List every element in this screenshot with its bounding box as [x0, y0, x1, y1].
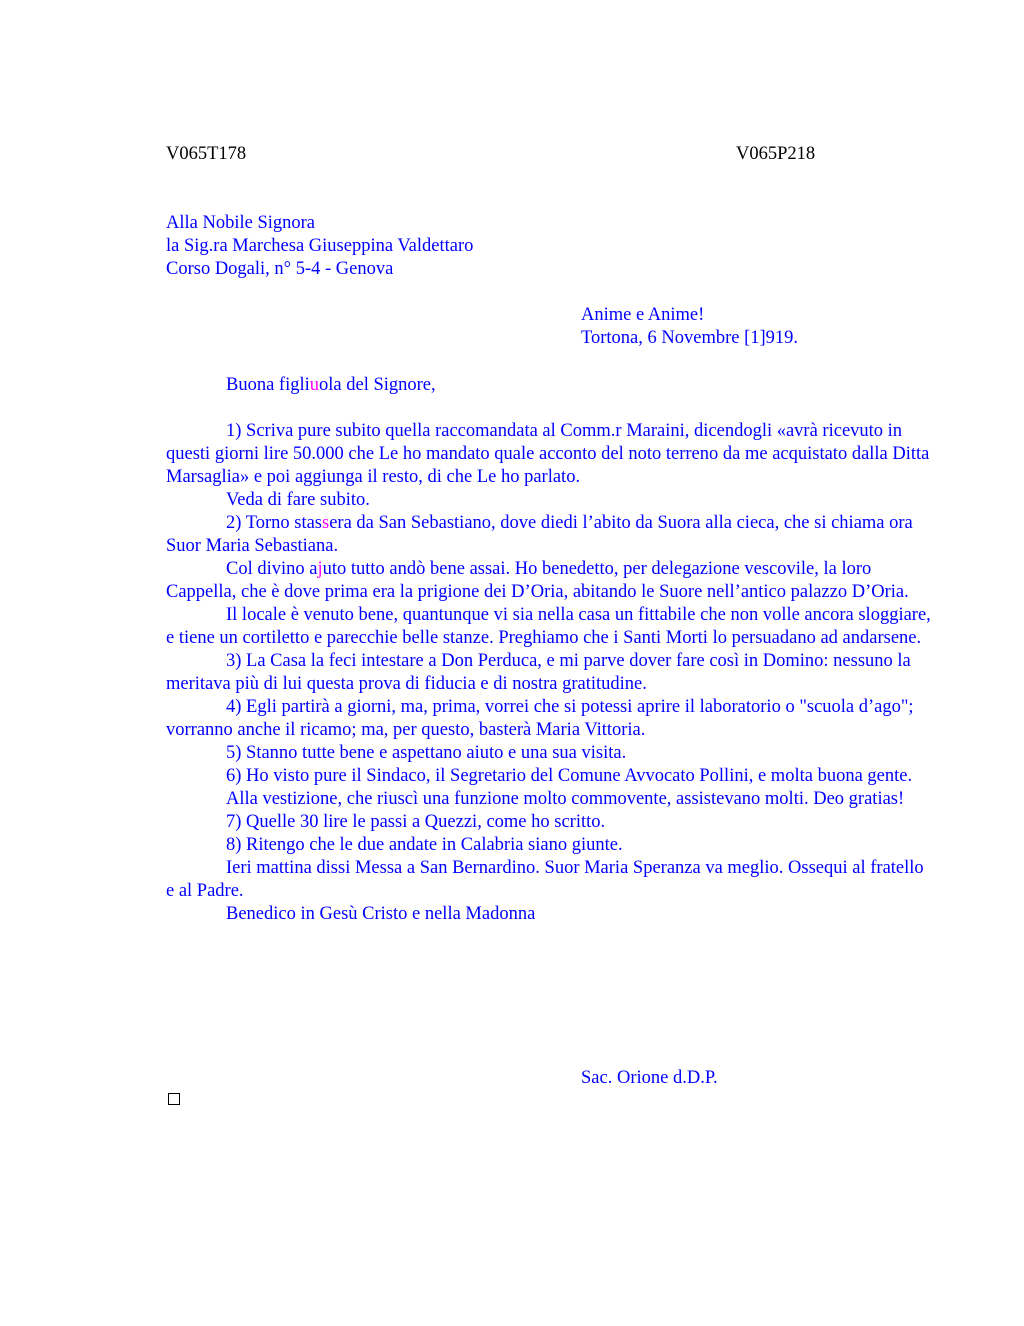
- paragraph-13: Ieri mattina dissi Messa a San Bernardino. Suor Maria Speranza va meglio. Ossequi al fratello e al Padre.: [166, 858, 924, 901]
- paragraph-14: Benedico in Gesù Cristo e nella Madonna: [226, 904, 536, 924]
- paragraph-9: 6) Ho visto pure il Sindaco, il Segretario del Comune Avvocato Pollini, e molta buona gente.: [226, 766, 913, 786]
- paragraph-4-before: Col divino a: [226, 559, 318, 579]
- salutation-text-before: Buona figli: [226, 375, 310, 395]
- salutation-highlight: u: [309, 375, 320, 395]
- paragraph-3: [166, 512, 936, 558]
- paragraph-3-before: 2) Torno stas: [226, 513, 322, 533]
- paragraph-7: 4) Egli partirà a giorni, ma, prima, vorrei che si potessi aprire il laboratorio o "scuola d’ago"; vorranno anche il ricamo; ma, per questo, basterà Maria Vittoria.: [166, 697, 914, 740]
- salutation-text-after: ola del Signore,: [319, 375, 436, 395]
- letter-body: [166, 420, 936, 926]
- paragraph-10: Alla vestizione, che riuscì una funzione molto commovente, assistevano molti. Deo gratias!: [226, 789, 905, 809]
- salutation: [226, 374, 436, 397]
- paragraph-4-after: uto tutto andò bene assai. Ho benedetto, per delegazione vescovile, la loro Cappella, che è dove prima era la prigione dei D’Oria, abitando le Suore nell’antico palazzo D’Oria.: [166, 559, 909, 602]
- paragraph-6: 3) La Casa la feci intestare a Don Perduca, e mi parve dover fare così in Domino: nessuno la meritava più di lui questa prova di fiducia e di nostra gratitudine.: [166, 651, 911, 694]
- place-date: Tortona, 6 Novembre [1]919.: [581, 328, 799, 348]
- dateline: [581, 304, 798, 350]
- paragraph-1: 1) Scriva pure subito quella raccomandata al Comm.r Maraini, dicendogli «avrà ricevuto in questi giorni lire 50.000 che Le ho mandato quale acconto del noto terreno da me acquistato dalla Ditta Marsaglia» e poi aggiunga il resto, di che Le ho parlato.: [166, 421, 930, 487]
- paragraph-4-highlight: j: [317, 559, 323, 579]
- paragraph-4: [166, 558, 936, 604]
- motto: Anime e Anime!: [581, 305, 705, 325]
- document-reference-left: V065T178: [166, 144, 247, 164]
- signature: Sac. Orione d.D.P.: [581, 1068, 718, 1088]
- checkbox-square-icon: [168, 1093, 180, 1105]
- address-line-3: Corso Dogali, n° 5-4 - Genova: [166, 259, 394, 279]
- address-line-2: la Sig.ra Marchesa Giuseppina Valdettaro: [166, 236, 474, 256]
- paragraph-8: 5) Stanno tutte bene e aspettano aiuto e una sua visita.: [226, 743, 627, 763]
- paragraph-5: Il locale è venuto bene, quantunque vi sia nella casa un fittabile che non volle ancora sloggiare, e tiene un cortiletto e parecchie belle stanze. Preghiamo che i Santi Morti lo persuadano ad andarsene.: [166, 605, 931, 648]
- paragraph-11: 7) Quelle 30 lire le passi a Quezzi, come ho scritto.: [226, 812, 606, 832]
- address-line-1: Alla Nobile Signora: [166, 213, 316, 233]
- paragraph-2: Veda di fare subito.: [226, 490, 370, 510]
- recipient-address: [166, 212, 473, 281]
- document-reference-right: V065P218: [736, 144, 816, 164]
- paragraph-3-highlight: s: [322, 513, 330, 533]
- paragraph-3-after: era da San Sebastiano, dove diedi l’abito da Suora alla cieca, che si chiama ora Suor Maria Sebastiana.: [166, 513, 913, 556]
- paragraph-12: 8) Ritengo che le due andate in Calabria siano giunte.: [226, 835, 623, 855]
